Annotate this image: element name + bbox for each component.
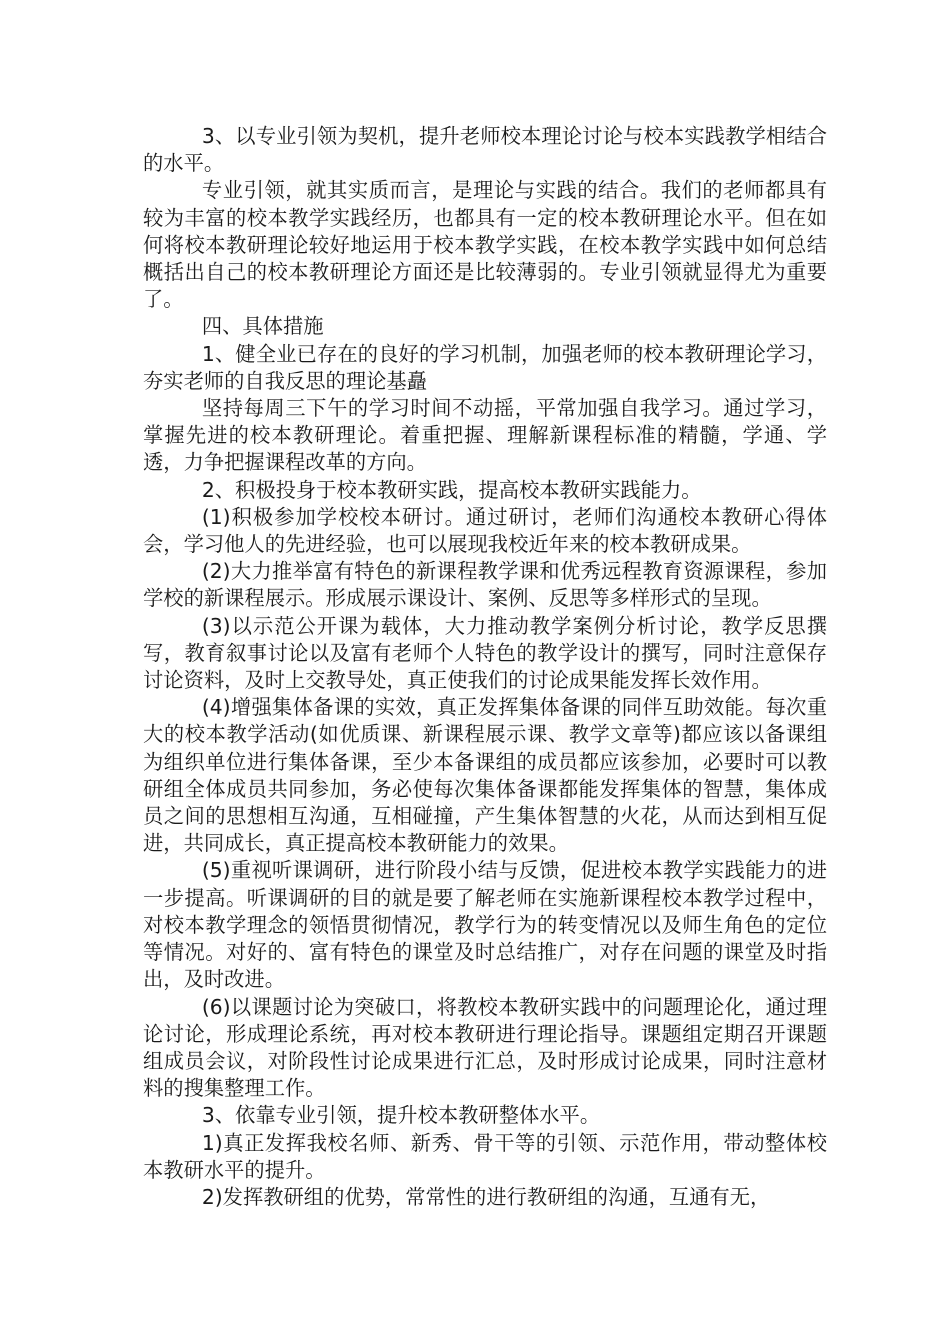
paragraph-item-6: (6)以课题讨论为突破口，将教校本教研实践中的问题理论化，通过理论讨论，形成理论系统，再对校本教研进行理论指导。课题组定期召开课题组成员会议，对阶段性讨论成果进行汇总，及时形成讨论成果，同时注意材料的搜集整理工作。 <box>143 994 827 1101</box>
paragraph-item-2: (2)大力推举富有特色的新课程教学课和优秀远程教育资源课程，参加学校的新课程展示。形成展示课设计、案例、反思等多样形式的呈现。 <box>143 559 827 611</box>
paragraph-weekly-study: 坚持每周三下午的学习时间不动摇，平常加强自我学习。通过学习，掌握先进的校本教研理论。着重把握、理解新课程标准的精髓，学通、学透，力争把握课程改革的方向。 <box>143 396 827 475</box>
paragraph-measure-3: 3、依靠专业引领，提升校本教研整体水平。 <box>201 1103 601 1128</box>
paragraph-measure-1: 1、健全业已存在的良好的学习机制，加强老师的校本教研理论学习，夯实老师的自我反思的理论基矗 <box>143 341 827 393</box>
paragraph-subitem-2: 2)发挥教研组的优势，常常性的进行教研组的沟通，互通有无， <box>201 1184 771 1209</box>
document-body <box>143 123 827 1211</box>
paragraph-professional-guidance: 专业引领，就其实质而言，是理论与实践的结合。我们的老师都具有较为丰富的校本教学实践经历，也都具有一定的校本教研理论水平。但在如何将校本教研理论较好地运用于校本教学实践，在校本教学实践中如何总结概括出自己的校本教研理论方面还是比较薄弱的。专业引领就显得尤为重要了。 <box>143 178 827 312</box>
paragraph-subitem-1: 1)真正发挥我校名师、新秀、骨干等的引领、示范作用，带动整体校本教研水平的提升。 <box>143 1130 827 1182</box>
paragraph-item-1: (1)积极参加学校校本研讨。通过研讨，老师们沟通校本教研心得体会，学习他人的先进经验，也可以展现我校近年来的校本教研成果。 <box>143 504 827 557</box>
paragraph-measure-2: 2、积极投身于校本教研实践，提高校本教研实践能力。 <box>201 477 702 502</box>
paragraph-item-5: (5)重视听课调研，进行阶段小结与反馈，促进校本教学实践能力的进一步提高。听课调研的目的就是要了解老师在实施新课程校本教学过程中，对校本教学理念的领悟贯彻情况，教学行为的转变情况以及师生角色的定位等情况。对好的、富有特色的课堂及时总结推广，对存在问题的课堂及时指出，及时改进。 <box>143 858 827 992</box>
paragraph-item-4: (4)增强集体备课的实效，真正发挥集体备课的同伴互助效能。每次重大的校本教学活动(如优质课、新课程展示课、教学文章等)都应该以备课组为组织单位进行集体备课，至少本备课组的成员都应该参加，必要时可以教研组全体成员共同参加，务必使每次集体备课都能发挥集体的智慧，集体成员之间的思想相互沟通，互相碰撞，产生集体智慧的火花，从而达到相互促进，共同成长，真正提高校本教研能力的效果。 <box>143 695 827 856</box>
paragraph-item-3: (3)以示范公开课为载体，大力推动教学案例分析讨论，教学反思撰写，教育叙事讨论以及富有老师个人特色的教学设计的撰写，同时注意保存讨论资料，及时上交教导处，真正使我们的讨论成果能发挥长效作用。 <box>143 613 827 693</box>
paragraph-section-4-heading: 四、具体措施 <box>201 314 324 339</box>
paragraph-section-3-heading: 3、以专业引领为契机，提升老师校本理论讨论与校本实践教学相结合的水平。 <box>143 124 827 176</box>
